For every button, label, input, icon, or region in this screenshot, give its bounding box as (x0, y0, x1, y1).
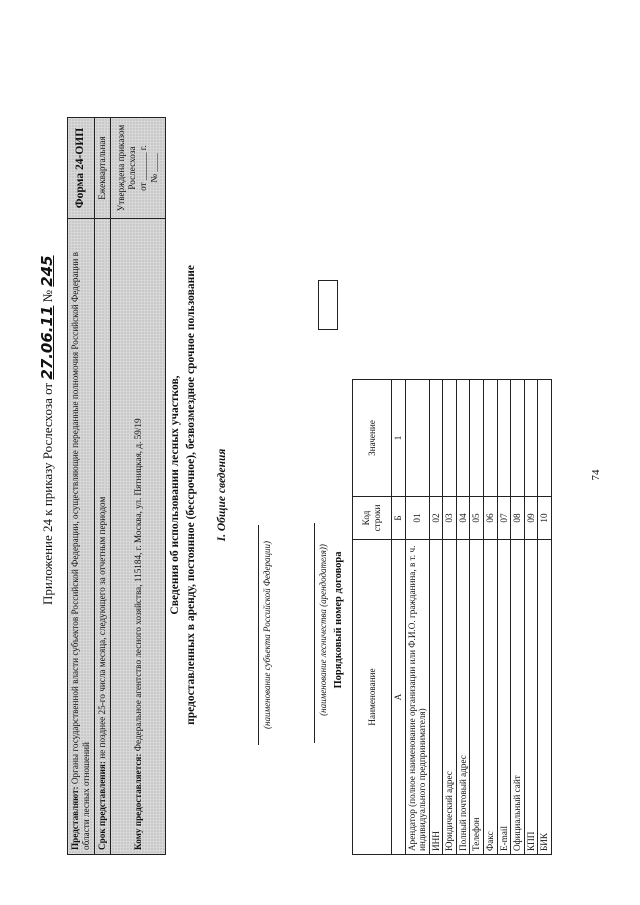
page-number: 74 (590, 469, 602, 481)
row-code: 05 (470, 497, 484, 540)
contract-number-box[interactable] (318, 280, 338, 330)
deadline-text: не позднее 25-го числа месяца, следующего за отчетным периодом (97, 496, 108, 759)
subject-fill-line (240, 525, 259, 745)
number-blank: ____ (149, 153, 160, 172)
contract-number-label: Порядковый номер договора (333, 551, 344, 689)
deadline-label: Срок представления: (97, 761, 108, 850)
row-code: 10 (538, 497, 552, 540)
year-suffix: г. (138, 145, 149, 151)
row-value-cell[interactable] (511, 380, 525, 497)
presenters-text: Органы государственной власти субъектов Российской Федерации, осуществляющие переданные полномочия Российской Федерации в области лесных отношений (70, 252, 92, 850)
row-value-cell[interactable] (524, 380, 538, 497)
row-name: Телефон (470, 540, 484, 855)
col-number: 1 (392, 380, 406, 497)
forestry-caption: (наименование лесничества (арендодателя)) (318, 544, 328, 716)
col-header-name: Наименование (353, 540, 392, 855)
section-title: I. Общие сведения (216, 448, 228, 542)
subject-caption: (наименование субъекта Российской Федерации) (262, 541, 272, 730)
row-name: Факс (484, 540, 498, 855)
periodicity-cell (95, 118, 111, 219)
row-code: 07 (497, 497, 511, 540)
row-value-cell[interactable] (405, 380, 429, 497)
deadline-cell (95, 219, 111, 855)
row-name: Арендатор (полное наименование организации или Ф.И.О. гражданина, в т. ч. индивидуального предпринимателя) (405, 540, 429, 855)
row-name: БИК (538, 540, 552, 855)
approval-number-line (149, 122, 160, 214)
row-value-cell[interactable] (484, 380, 498, 497)
row-value-cell[interactable] (456, 380, 470, 497)
form-code-cell (68, 118, 95, 219)
row-value-cell[interactable] (497, 380, 511, 497)
rotated-page (20, 75, 620, 875)
row-value-cell[interactable] (470, 380, 484, 497)
col-header-code: Код строки (353, 497, 392, 540)
row-name: E-mail (497, 540, 511, 855)
table-row (497, 380, 511, 855)
row-code: 04 (456, 497, 470, 540)
row-value-cell[interactable] (429, 380, 443, 497)
letter-b: Б (392, 497, 406, 540)
title-line-2: предоставленных в аренду, постоянное (бессрочное), безвозмездное срочное пользование (184, 265, 197, 725)
table-row (429, 380, 443, 855)
col-header-value: Значение (353, 380, 392, 497)
appendix-text: Приложение 24 к приказу Рослесхоза от (40, 382, 55, 605)
approved-text: Утверждена приказом Рослесхоза (116, 124, 138, 212)
presenters-cell (68, 219, 95, 855)
table-row (524, 380, 538, 855)
row-name: КПП (524, 540, 538, 855)
approval-cell (111, 118, 166, 219)
letter-a: А (392, 540, 406, 855)
general-info-table (352, 379, 552, 855)
table-row (538, 380, 552, 855)
row-name: Юридический адрес (443, 540, 457, 855)
table-row (470, 380, 484, 855)
presenters-label: Представляют: (70, 786, 80, 850)
table-row (456, 380, 470, 855)
approval-number-label: № (149, 173, 160, 183)
title-line-1: Сведения об использовании лесных участков, (169, 375, 181, 615)
table-row (405, 380, 429, 855)
row-code: 06 (484, 497, 498, 540)
handwritten-date: 27.06.11 (38, 305, 56, 380)
recipient-cell (111, 219, 166, 855)
form-code: Форма 24-ОИП (74, 127, 87, 209)
column-letters-row (392, 380, 406, 855)
row-code: 02 (429, 497, 443, 540)
row-value-cell[interactable] (443, 380, 457, 497)
row-code: 03 (443, 497, 457, 540)
header-table (67, 117, 166, 855)
table-row (443, 380, 457, 855)
date-blank: ______ (138, 152, 149, 181)
appendix-number-label: № (40, 289, 55, 303)
row-code: 09 (524, 497, 538, 540)
handwritten-number: 245 (38, 255, 56, 287)
table-row (511, 380, 525, 855)
periodicity: Ежеквартальная (97, 136, 108, 200)
recipient-text: Федеральное агентство лесного хозяйства, 115184, г. Москва, ул. Пятницкая, д. 59/19 (132, 418, 143, 752)
row-code: 01 (405, 497, 429, 540)
recipient-label: Кому предоставляется: (132, 753, 143, 850)
forestry-fill-line (296, 523, 315, 743)
row-value-cell[interactable] (538, 380, 552, 497)
row-code: 08 (511, 497, 525, 540)
approval-date-line (138, 122, 149, 214)
document-title (168, 195, 199, 795)
row-name: ИНН (429, 540, 443, 855)
table-row (484, 380, 498, 855)
row-name: Полный почтовый адрес (456, 540, 470, 855)
from-label: от (138, 182, 149, 191)
appendix-line (38, 85, 56, 605)
row-name: Официальный сайт (511, 540, 525, 855)
